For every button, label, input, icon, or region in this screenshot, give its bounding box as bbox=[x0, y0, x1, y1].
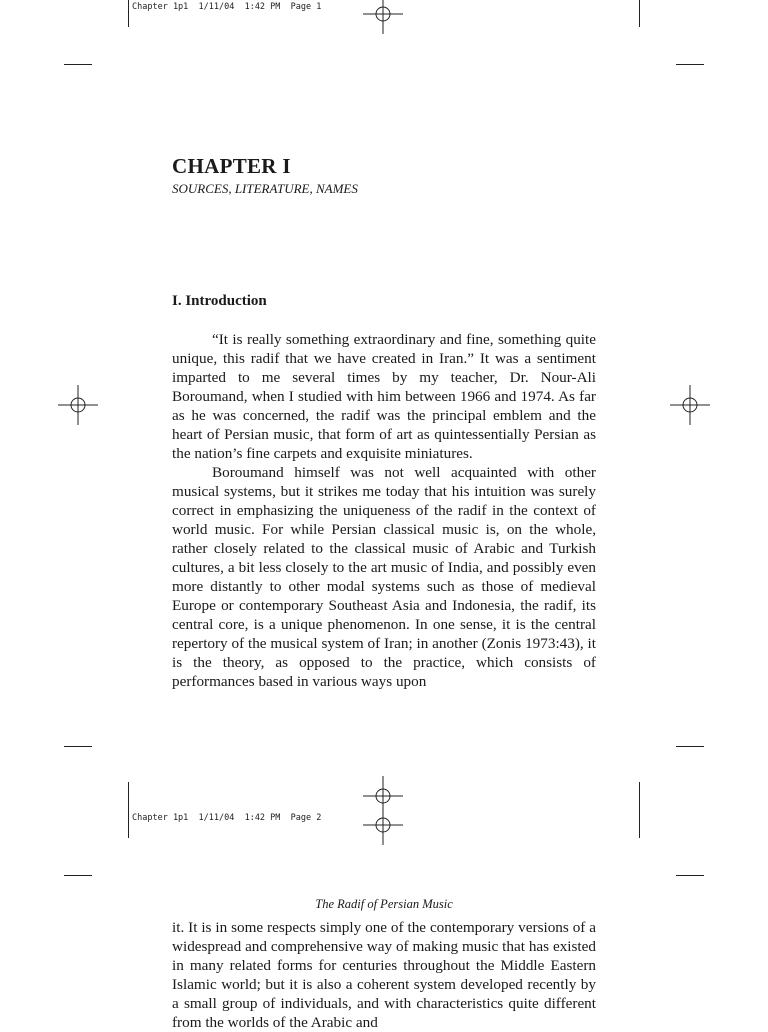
chapter-subtitle: SOURCES, LITERATURE, NAMES bbox=[172, 181, 358, 196]
body-text-page-1 bbox=[172, 330, 596, 691]
section-heading: I. Introduction bbox=[172, 293, 267, 309]
crop-mark-right-lower bbox=[676, 746, 704, 747]
paragraph: it. It is in some respects simply one of the contemporary versions of a widespread and comprehensive way of making music that has existed in many related forms for centuries throughout the Middle Eastern Islamic world; but it is also a coherent system developed recently by a small group of individuals, and with characteristics quite different from the worlds of the Arabic and bbox=[172, 919, 596, 1031]
crop-mark-left-upper bbox=[64, 64, 92, 65]
paragraph: “It is really something extraordinary and fine, something quite unique, this radif that we have created in Iran.” It was a sentiment imparted to me several times by my teacher, Dr. Nour-Ali Boroumand, when I studied with him between 1966 and 1974. As far as he was concerned, the radif was the principal emblem and the heart of Persian music, that form of art as quintessentially Persian as the nation’s fine carpets and exquisite miniatures. bbox=[172, 331, 596, 462]
crop-mark-page-2-right-upper bbox=[676, 875, 704, 876]
registration-crosshair-icon bbox=[58, 385, 98, 425]
paragraph: Boroumand himself was not well acquainted with other musical systems, but it strikes me today that his intuition was surely correct in emphasizing the uniqueness of the radif in the context of world music. For while Persian classical music is, on the whole, rather closely related to the classical music of Arabic and Turkish cultures, a bit less closely to the art music of India, and possibly even more distantly to other modal systems such as those of medieval Europe or contemporary Southeast Asia and Indonesia, the radif, its central core, is a unique phenomenon. In one sense, it is the central repertory of the musical system of Iran; in another (Zonis 1973:43), it is the theory, as opposed to the practice, which consists of performances based in various ways upon bbox=[172, 464, 596, 690]
crop-mark-page-2-left-upper bbox=[64, 875, 92, 876]
registration-crosshair-icon bbox=[363, 0, 403, 34]
crop-mark-left-lower bbox=[64, 746, 92, 747]
slug-line-page-1: Chapter 1p1 1/11/04 1:42 PM Page 1 bbox=[132, 2, 322, 12]
crop-mark-right-upper bbox=[676, 64, 704, 65]
body-text-page-2 bbox=[172, 918, 596, 1032]
registration-crosshair-icon bbox=[670, 385, 710, 425]
crop-mark-page-2-right bbox=[639, 782, 640, 838]
registration-crosshair-icon bbox=[363, 805, 403, 845]
crop-mark-page-2-left bbox=[128, 782, 129, 838]
running-head: The Radif of Persian Music bbox=[315, 897, 453, 911]
crop-mark-top-left bbox=[128, 0, 129, 27]
chapter-title: CHAPTER I bbox=[172, 154, 291, 178]
slug-line-page-2: Chapter 1p1 1/11/04 1:42 PM Page 2 bbox=[132, 813, 322, 823]
crop-mark-top-right bbox=[639, 0, 640, 27]
